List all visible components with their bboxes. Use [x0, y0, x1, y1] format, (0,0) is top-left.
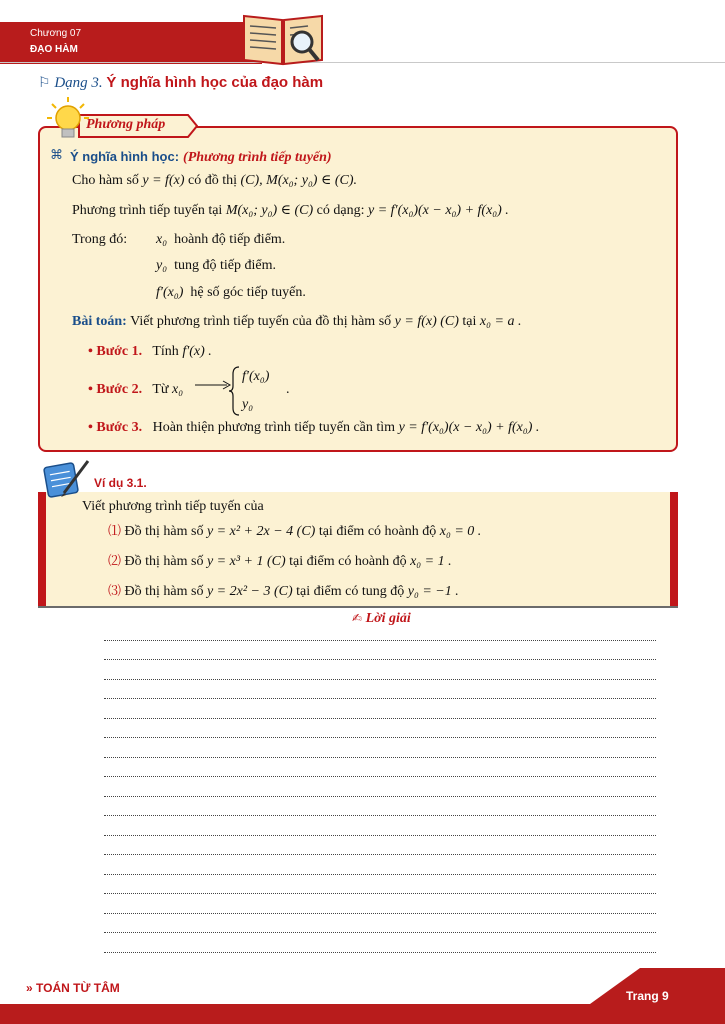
example-item-1	[108, 523, 481, 541]
problem-statement	[72, 313, 521, 331]
example-label: Ví dụ 3.1.	[94, 476, 147, 490]
command-icon: ⌘	[50, 148, 63, 163]
where-sym: f′(x₀)	[156, 285, 184, 300]
method-heading-text: Ý nghĩa hình học:	[70, 149, 180, 164]
line2-mid: có dạng:	[316, 203, 365, 218]
item-number: ⑶	[108, 584, 122, 599]
footer-band	[0, 968, 725, 1024]
solution-label: Lời giải	[365, 611, 411, 626]
step-math: y = f′(x₀)(x − x₀) + f(x₀) .	[398, 420, 540, 435]
item-func: y = x² + 2x − 4	[206, 524, 294, 539]
answer-line[interactable]	[104, 640, 656, 641]
item-cond: y₀ = −1 .	[407, 584, 459, 599]
step-label: • Bước 3.	[88, 420, 143, 435]
item-text: tại điểm có hoành độ	[318, 524, 437, 539]
problem-at: tại	[462, 314, 477, 329]
answer-line[interactable]	[104, 913, 656, 914]
answer-line[interactable]	[104, 679, 656, 680]
item-pre: Đồ thị hàm số	[124, 524, 204, 539]
step-2-top: f′(x₀)	[242, 369, 270, 384]
step-text: Từ	[152, 382, 169, 397]
method-line-2	[72, 202, 509, 220]
line1-mid: có đồ thị	[187, 173, 237, 188]
method-heading	[70, 148, 332, 166]
line2-formula: y = f′(x₀)(x − x₀) + f(x₀) .	[367, 203, 509, 218]
item-graph: (C)	[296, 524, 316, 539]
answer-line[interactable]	[104, 698, 656, 699]
line1-point: M(x₀; y₀) ∈ (C).	[266, 173, 357, 188]
page-number: Trang 9	[626, 989, 669, 1003]
step-math: f′(x) .	[182, 344, 212, 359]
answer-line[interactable]	[104, 796, 656, 797]
item-number: ⑴	[108, 524, 122, 539]
arrow-icon	[195, 380, 231, 390]
where-label: Trong đó:	[72, 232, 128, 247]
item-cond: x₀ = 0 .	[439, 524, 482, 539]
answer-line[interactable]	[104, 854, 656, 855]
brace-icon	[228, 366, 240, 416]
where-item	[156, 257, 276, 275]
chapter-topic: ĐẠO HÀM	[30, 44, 78, 55]
section-label: Dạng 3.	[54, 75, 103, 91]
line1-func: y = f(x)	[142, 173, 185, 188]
example-bottom-rule	[38, 606, 678, 608]
method-heading-note: (Phương trình tiếp tuyến)	[183, 150, 332, 165]
item-pre: Đồ thị hàm số	[124, 584, 204, 599]
line1-pre: Cho hàm số	[72, 173, 139, 188]
answer-line[interactable]	[104, 815, 656, 816]
answer-line[interactable]	[104, 776, 656, 777]
item-cond: x₀ = 1 .	[410, 554, 452, 569]
answer-line[interactable]	[104, 757, 656, 758]
notebook-pen-icon	[40, 457, 92, 499]
answer-line[interactable]	[104, 737, 656, 738]
section-title	[38, 74, 323, 92]
problem-text: Viết phương trình tiếp tuyến của đồ thị hàm số	[130, 314, 392, 329]
step-2-bottom: y₀	[242, 397, 254, 412]
answer-line[interactable]	[104, 718, 656, 719]
step-label: • Bước 1.	[88, 344, 143, 359]
method-tag-label: Phương pháp	[86, 117, 166, 132]
line2-pre: Phương trình tiếp tuyến tại	[72, 203, 223, 218]
lightbulb-icon	[46, 96, 90, 144]
answer-line[interactable]	[104, 893, 656, 894]
where-text: tung độ tiếp điểm.	[174, 258, 276, 273]
item-graph: (C)	[267, 554, 286, 569]
item-func: y = 2x² − 3	[206, 584, 271, 599]
method-line-1	[72, 172, 357, 190]
where-item	[156, 231, 285, 249]
step-2-end: .	[286, 382, 290, 397]
problem-label: Bài toán:	[72, 314, 127, 329]
line1-graph: (C),	[240, 173, 263, 188]
where-sym: x₀	[156, 232, 168, 247]
item-text: tại điểm có tung độ	[296, 584, 405, 599]
problem-func: y = f(x) (C)	[394, 314, 459, 329]
example-item-2	[108, 553, 452, 571]
open-book-icon	[238, 6, 328, 68]
section-heading: Ý nghĩa hình học của đạo hàm	[106, 74, 324, 91]
pen-icon: ✍	[352, 611, 363, 625]
step-3	[88, 419, 539, 437]
item-number: ⑵	[108, 554, 122, 569]
footer-brand: » TOÁN TỪ TÂM	[26, 981, 120, 995]
example-prompt: Viết phương trình tiếp tuyến của	[82, 499, 264, 514]
solution-heading	[352, 611, 411, 627]
answer-line[interactable]	[104, 952, 656, 953]
chapter-label: Chương 07	[30, 28, 82, 39]
step-1	[88, 343, 212, 361]
example-item-3	[108, 583, 459, 601]
answer-line[interactable]	[104, 874, 656, 875]
where-text: hệ số góc tiếp tuyến.	[190, 285, 306, 300]
answer-line[interactable]	[104, 659, 656, 660]
answer-line[interactable]	[104, 835, 656, 836]
flag-icon: ⚐	[38, 75, 51, 91]
problem-cond: x₀ = a .	[479, 314, 522, 329]
step-text: Hoàn thiện phương trình tiếp tuyến cần tìm	[152, 420, 396, 435]
header-divider	[0, 62, 725, 63]
item-pre: Đồ thị hàm số	[124, 554, 204, 569]
step-math: x₀	[172, 382, 184, 397]
item-func: y = x³ + 1	[206, 554, 264, 569]
item-graph: (C)	[274, 584, 293, 599]
answer-line[interactable]	[104, 932, 656, 933]
step-text: Tính	[152, 344, 179, 359]
where-item	[156, 284, 306, 302]
where-sym: y₀	[156, 258, 168, 273]
step-label: • Bước 2.	[88, 382, 143, 397]
item-text: tại điểm có hoành độ	[289, 554, 407, 569]
line2-point: M(x₀; y₀) ∈ (C)	[225, 203, 314, 218]
step-2	[88, 381, 183, 399]
where-text: hoành độ tiếp điểm.	[174, 232, 286, 247]
